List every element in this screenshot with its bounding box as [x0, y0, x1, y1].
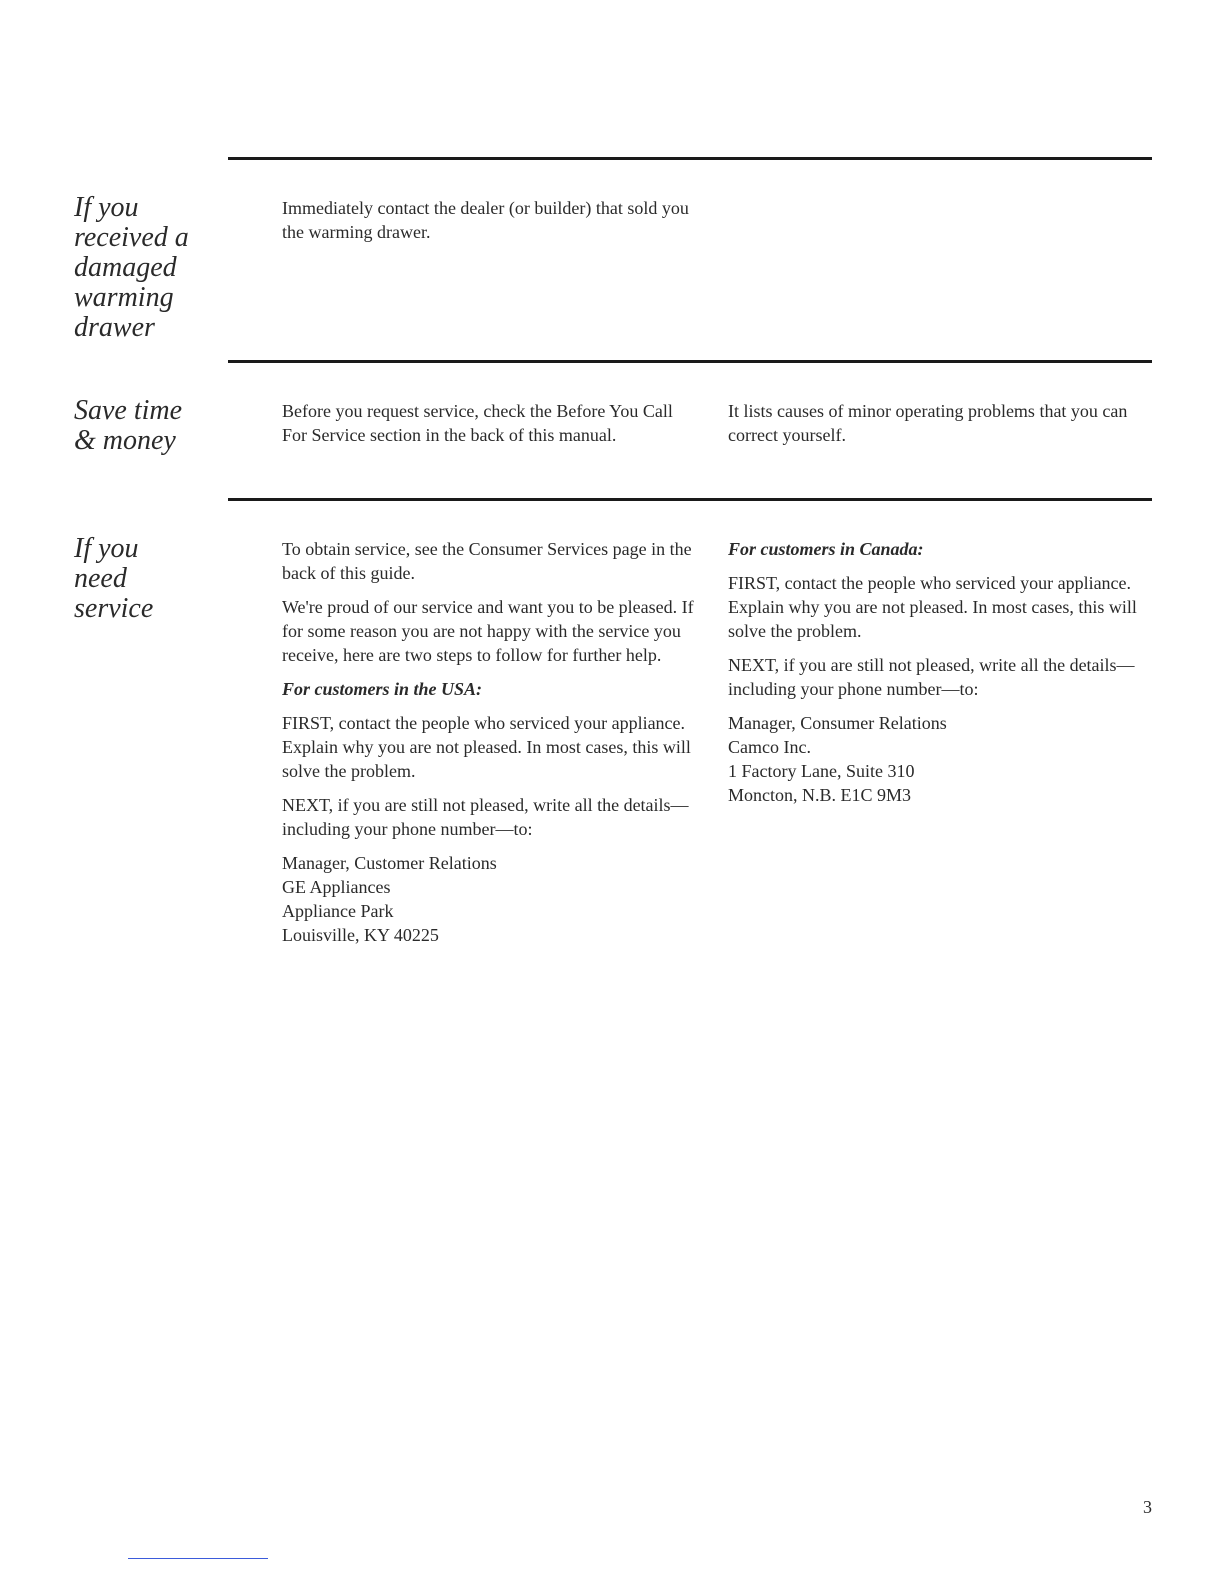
- need-service-left-column: [282, 537, 694, 957]
- usa-first-step: FIRST, contact the people who serviced your appliance. Explain why you are not pleased. In most cases, this will solve the problem.: [282, 713, 691, 781]
- canada-mailing-address: Manager, Consumer Relations Camco Inc. 1 Factory Lane, Suite 310 Moncton, N.B. E1C 9M3: [728, 713, 947, 805]
- damaged-drawer-text: [282, 196, 712, 254]
- section-divider: [228, 498, 1152, 501]
- usa-customers-subheading: For customers in the USA:: [282, 679, 483, 699]
- canada-next-step: NEXT, if you are still not pleased, write all the details—including your phone number—to:: [728, 655, 1135, 699]
- section-divider: [228, 157, 1152, 160]
- canada-first-step: FIRST, contact the people who serviced your appliance. Explain why you are not pleased. In most cases, this will solve the problem.: [728, 573, 1137, 641]
- obtain-service-paragraph: To obtain service, see the Consumer Services page in the back of this guide.: [282, 539, 692, 583]
- usa-next-step: NEXT, if you are still not pleased, write all the details—including your phone number—to:: [282, 795, 689, 839]
- section-heading-damaged-drawer: If you received a damaged warming drawer: [74, 192, 189, 343]
- section-heading-need-service: If you need service: [74, 533, 154, 624]
- need-service-right-column: [728, 537, 1148, 817]
- footer-link-line: [128, 1558, 268, 1559]
- save-time-right-text: [728, 399, 1148, 457]
- usa-mailing-address: Manager, Customer Relations GE Appliances Appliance Park Louisville, KY 40225: [282, 853, 497, 945]
- save-time-paragraph: Before you request service, check the Before You Call For Service section in the back of this manual.: [282, 401, 673, 445]
- section-divider: [228, 360, 1152, 363]
- page-number: 3: [1143, 1497, 1152, 1517]
- proud-of-service-paragraph: We're proud of our service and want you to be pleased. If for some reason you are not happy with the service you receive, here are two steps to follow for further help.: [282, 597, 694, 665]
- save-time-left-text: [282, 399, 692, 457]
- damaged-drawer-paragraph: Immediately contact the dealer (or builder) that sold you the warming drawer.: [282, 198, 689, 242]
- canada-customers-subheading: For customers in Canada:: [728, 539, 924, 559]
- section-heading-save-time: Save time & money: [74, 395, 183, 456]
- save-time-right-paragraph: It lists causes of minor operating problems that you can correct yourself.: [728, 401, 1128, 445]
